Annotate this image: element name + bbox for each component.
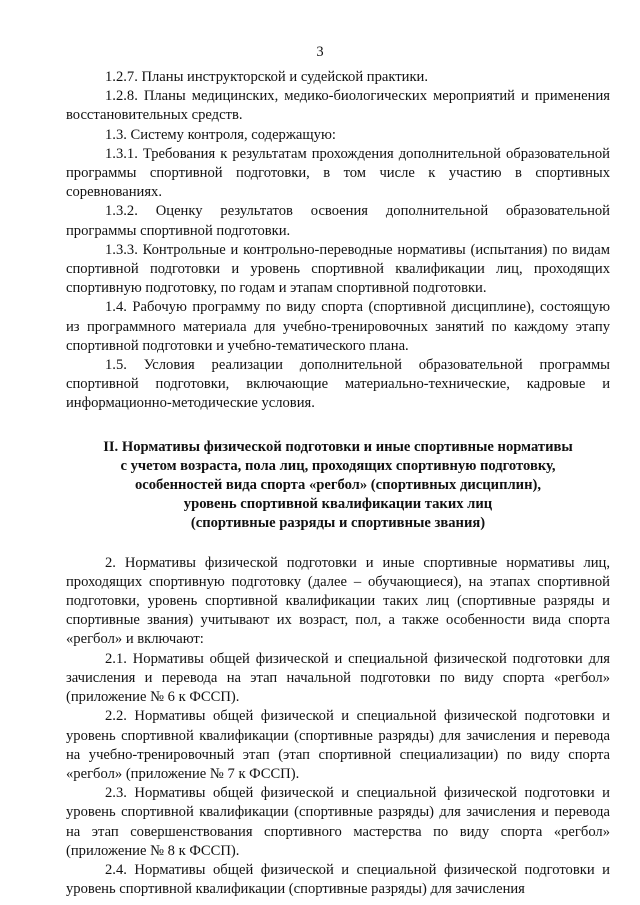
section-heading xyxy=(66,438,610,534)
paragraph-2-3: 2.3. Нормативы общей физической и специальной физической подготовки и уровень спортивной квалификации (спортивные разряды) для зачисления и перевода на этап совершенствования спортивного мастерства по виду спорта «регбол» (приложение № 8 к ФССП). xyxy=(66,785,610,859)
page-number: 3 xyxy=(316,44,324,60)
paragraph-1-2-8: 1.2.8. Планы медицинских, медико-биологических мероприятий и применения восстановительных средств. xyxy=(66,88,610,124)
section-heading-line: особенностей вида спорта «регбол» (спортивных дисциплин), xyxy=(134,477,541,494)
section-heading-line: (спортивные разряды и спортивные звания) xyxy=(190,515,486,532)
paragraph-1-3-2: 1.3.2. Оценку результатов освоения дополнительной образовательной программы спортивной подготовки. xyxy=(66,203,610,239)
paragraph-2-4: 2.4. Нормативы общей физической и специальной физической подготовки и уровень спортивной квалификации (спортивные разряды) для зачисления xyxy=(66,861,610,898)
paragraph-2-2: 2.2. Нормативы общей физической и специальной физической подготовки и уровень спортивной квалификации (спортивные разряды) для зачисления и перевода на учебно-тренировочный этап (этап спортивной специализации) по виду спорта «регбол» (приложение № 7 к ФССП). xyxy=(66,708,610,782)
paragraph-1-3-3: 1.3.3. Контрольные и контрольно-переводные нормативы (испытания) по видам спортивной подготовки и уровень спортивной квалификации лиц, проходящих спортивную подготовку, по годам и этапам спортивной подготовки. xyxy=(66,241,610,297)
paragraph-1-2-7: 1.2.7. Планы инструкторской и судейской практики. xyxy=(105,69,428,85)
section-heading-line: II. Нормативы физической подготовки и иные спортивные нормативы xyxy=(103,438,573,455)
paragraph-1-3: 1.3. Систему контроля, содержащую: xyxy=(105,126,336,143)
section-heading-line: уровень спортивной квалификации таких лиц xyxy=(183,496,493,513)
paragraph-1-5: 1.5. Условия реализации дополнительной образовательной программы спортивной подготовки, включающие материально-технические, кадровые и информационно-методические условия. xyxy=(66,357,610,412)
paragraph-1-3-1: 1.3.1. Требования к результатам прохождения дополнительной образовательной программы спортивной подготовки, в том числе к участию в спортивных соревнованиях. xyxy=(66,145,610,201)
paragraph-2-1: 2.1. Нормативы общей физической и специальной физической подготовки для зачисления и перевода на этап начальной подготовки по виду спорта «регбол» (приложение № 6 к ФССП). xyxy=(66,650,610,706)
document-body xyxy=(66,68,610,899)
paragraph-2: 2. Нормативы физической подготовки и иные спортивные нормативы лиц, проходящих спортивную подготовку (далее – обучающиеся), на этапах спортивной подготовки, уровень спортивной квалификации таких лиц (спортивные разряды и спортивные звания) учитывают их возраст, пол, а также особенности вида спорта «регбол» и включают: xyxy=(66,554,610,648)
paragraph-1-4: 1.4. Рабочую программу по виду спорта (спортивной дисциплине), состоящую из программного материала для учебно-тренировочных занятий по каждому этапу спортивной подготовки и учебно-тематического плана. xyxy=(66,299,610,354)
section-heading-line: с учетом возраста, пола лиц, проходящих спортивную подготовку, xyxy=(120,457,556,474)
